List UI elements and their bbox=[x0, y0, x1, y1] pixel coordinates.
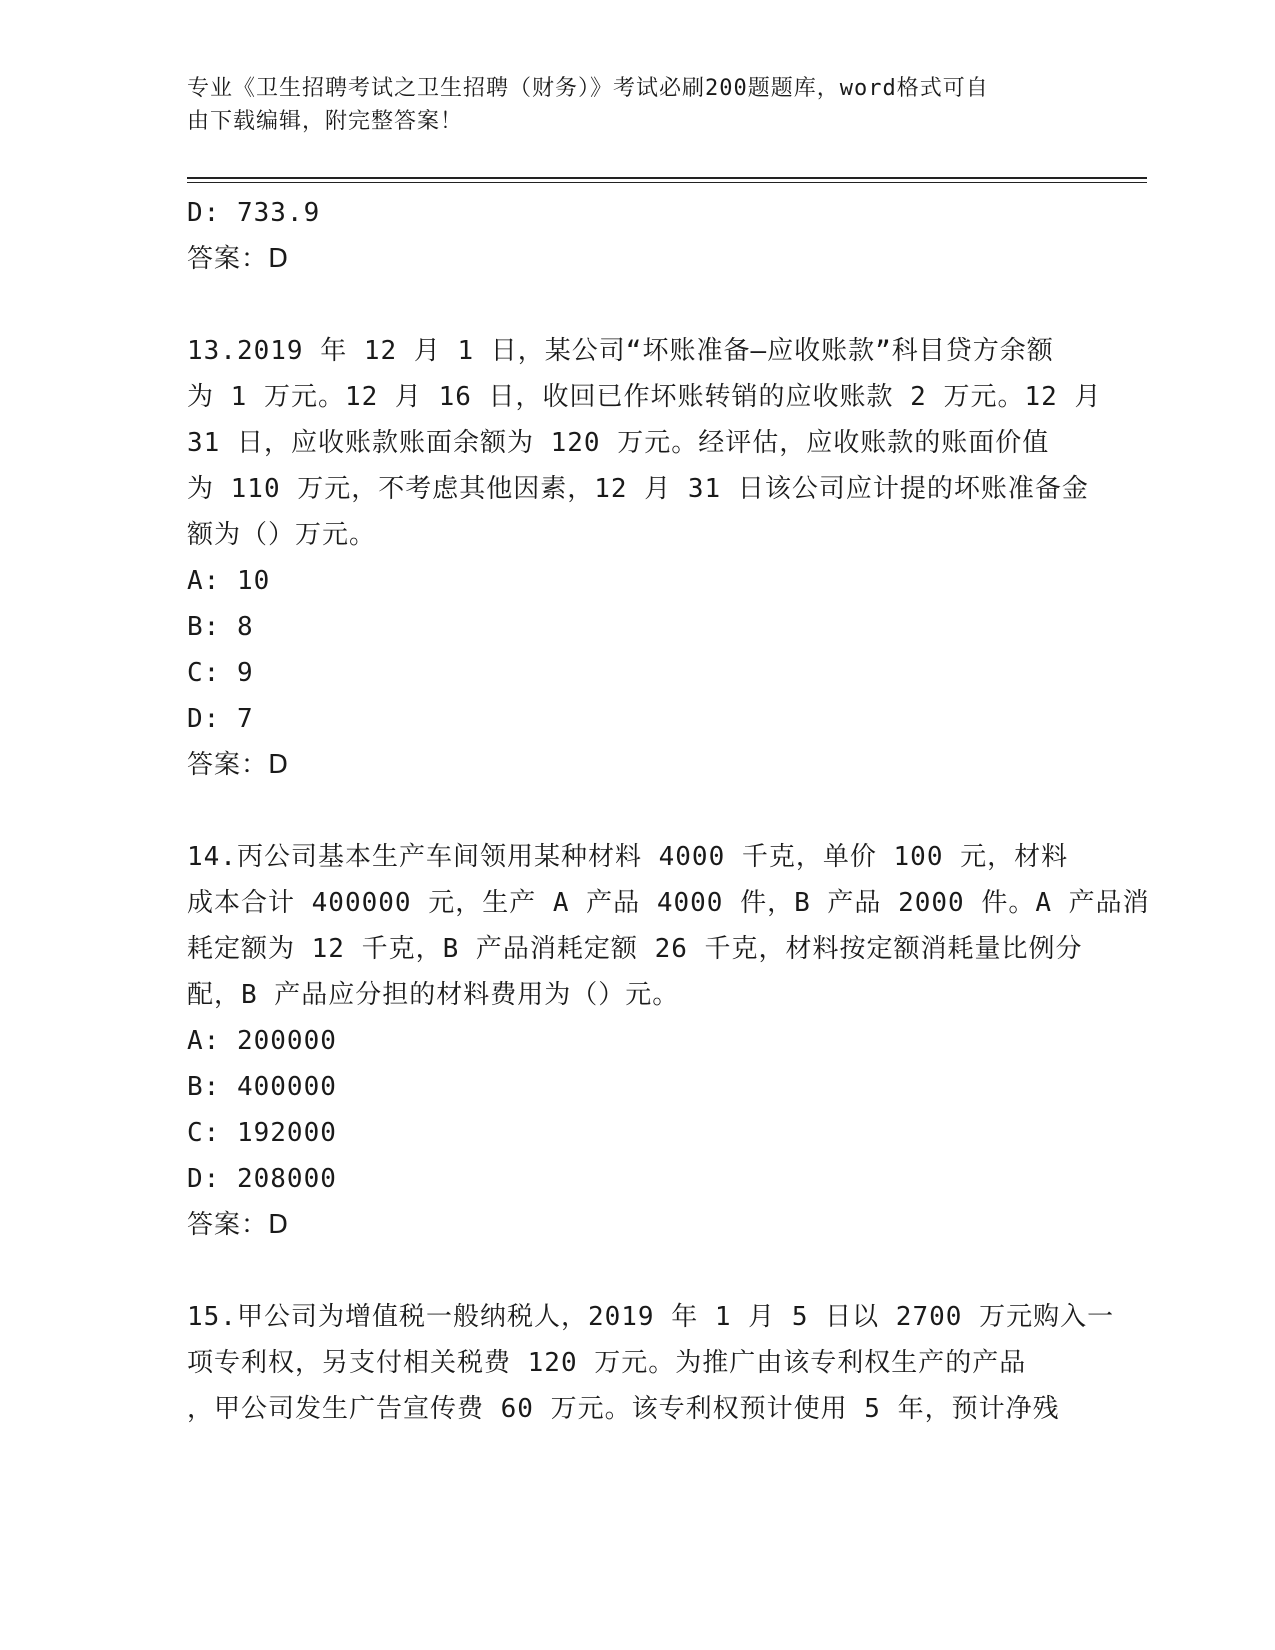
question-text-line: 耗定额为 12 千克，B 产品消耗定额 26 千克，材料按定额消耗量比例分 bbox=[187, 934, 1083, 964]
question-text-line: 为 110 万元，不考虑其他因素，12 月 31 日该公司应计提的坏账准备金 bbox=[187, 474, 1089, 504]
previous-question-tail bbox=[187, 190, 1087, 282]
option-c: C: 192000 bbox=[187, 1118, 337, 1148]
option-b: B: 8 bbox=[187, 612, 254, 642]
question-text-line: 13.2019 年 12 月 1 日，某公司“坏账准备—应收账款”科目贷方余额 bbox=[187, 336, 1054, 366]
question-text-line: 31 日，应收账款账面余额为 120 万元。经评估，应收账款的账面价值 bbox=[187, 428, 1050, 458]
option-c: C: 9 bbox=[187, 658, 254, 688]
question-15 bbox=[187, 1294, 1115, 1432]
question-text-line: 为 1 万元。12 月 16 日，收回已作坏账转销的应收账款 2 万元。12 月 bbox=[187, 382, 1102, 412]
option-a: A: 200000 bbox=[187, 1026, 337, 1056]
question-text-line: 成本合计 400000 元，生产 A 产品 4000 件，B 产品 2000 件。A 产品消 bbox=[187, 888, 1150, 918]
header-title-line-2: 由下载编辑，附完整答案！ bbox=[187, 109, 464, 134]
spacer bbox=[187, 1248, 1087, 1294]
question-text-line: 项专利权，另支付相关税费 120 万元。为推广由该专利权生产的产品 bbox=[187, 1348, 1027, 1378]
option-d: D: 7 bbox=[187, 704, 254, 734]
header-divider-thin bbox=[187, 182, 1147, 183]
document-body bbox=[187, 190, 1150, 1432]
spacer bbox=[187, 788, 1087, 834]
page-header bbox=[187, 72, 1067, 138]
answer-line: 答案：D bbox=[187, 1210, 290, 1240]
question-text-line: 额为（）万元。 bbox=[187, 520, 377, 550]
header-title-line-1: 专业《卫生招聘考试之卫生招聘（财务）》考试必刷200题题库，word格式可自 bbox=[187, 76, 989, 101]
question-text-line: 14.丙公司基本生产车间领用某种材料 4000 千克，单价 100 元，材料 bbox=[187, 842, 1069, 872]
question-text-line: 配，B 产品应分担的材料费用为（）元。 bbox=[187, 980, 680, 1010]
question-14 bbox=[187, 834, 1150, 1248]
option-b: B: 400000 bbox=[187, 1072, 337, 1102]
question-text-line: 15.甲公司为增值税一般纳税人，2019 年 1 月 5 日以 2700 万元购入一 bbox=[187, 1302, 1115, 1332]
question-text-line: ，甲公司发生广告宣传费 60 万元。该专利权预计使用 5 年，预计净残 bbox=[187, 1394, 1060, 1424]
option-d: D: 733.9 bbox=[187, 198, 321, 228]
option-a: A: 10 bbox=[187, 566, 271, 596]
spacer bbox=[187, 282, 1087, 328]
question-13 bbox=[187, 328, 1102, 788]
answer-line: 答案：D bbox=[187, 244, 290, 274]
header-divider-thick bbox=[187, 177, 1147, 179]
option-d: D: 208000 bbox=[187, 1164, 337, 1194]
answer-line: 答案：D bbox=[187, 750, 290, 780]
